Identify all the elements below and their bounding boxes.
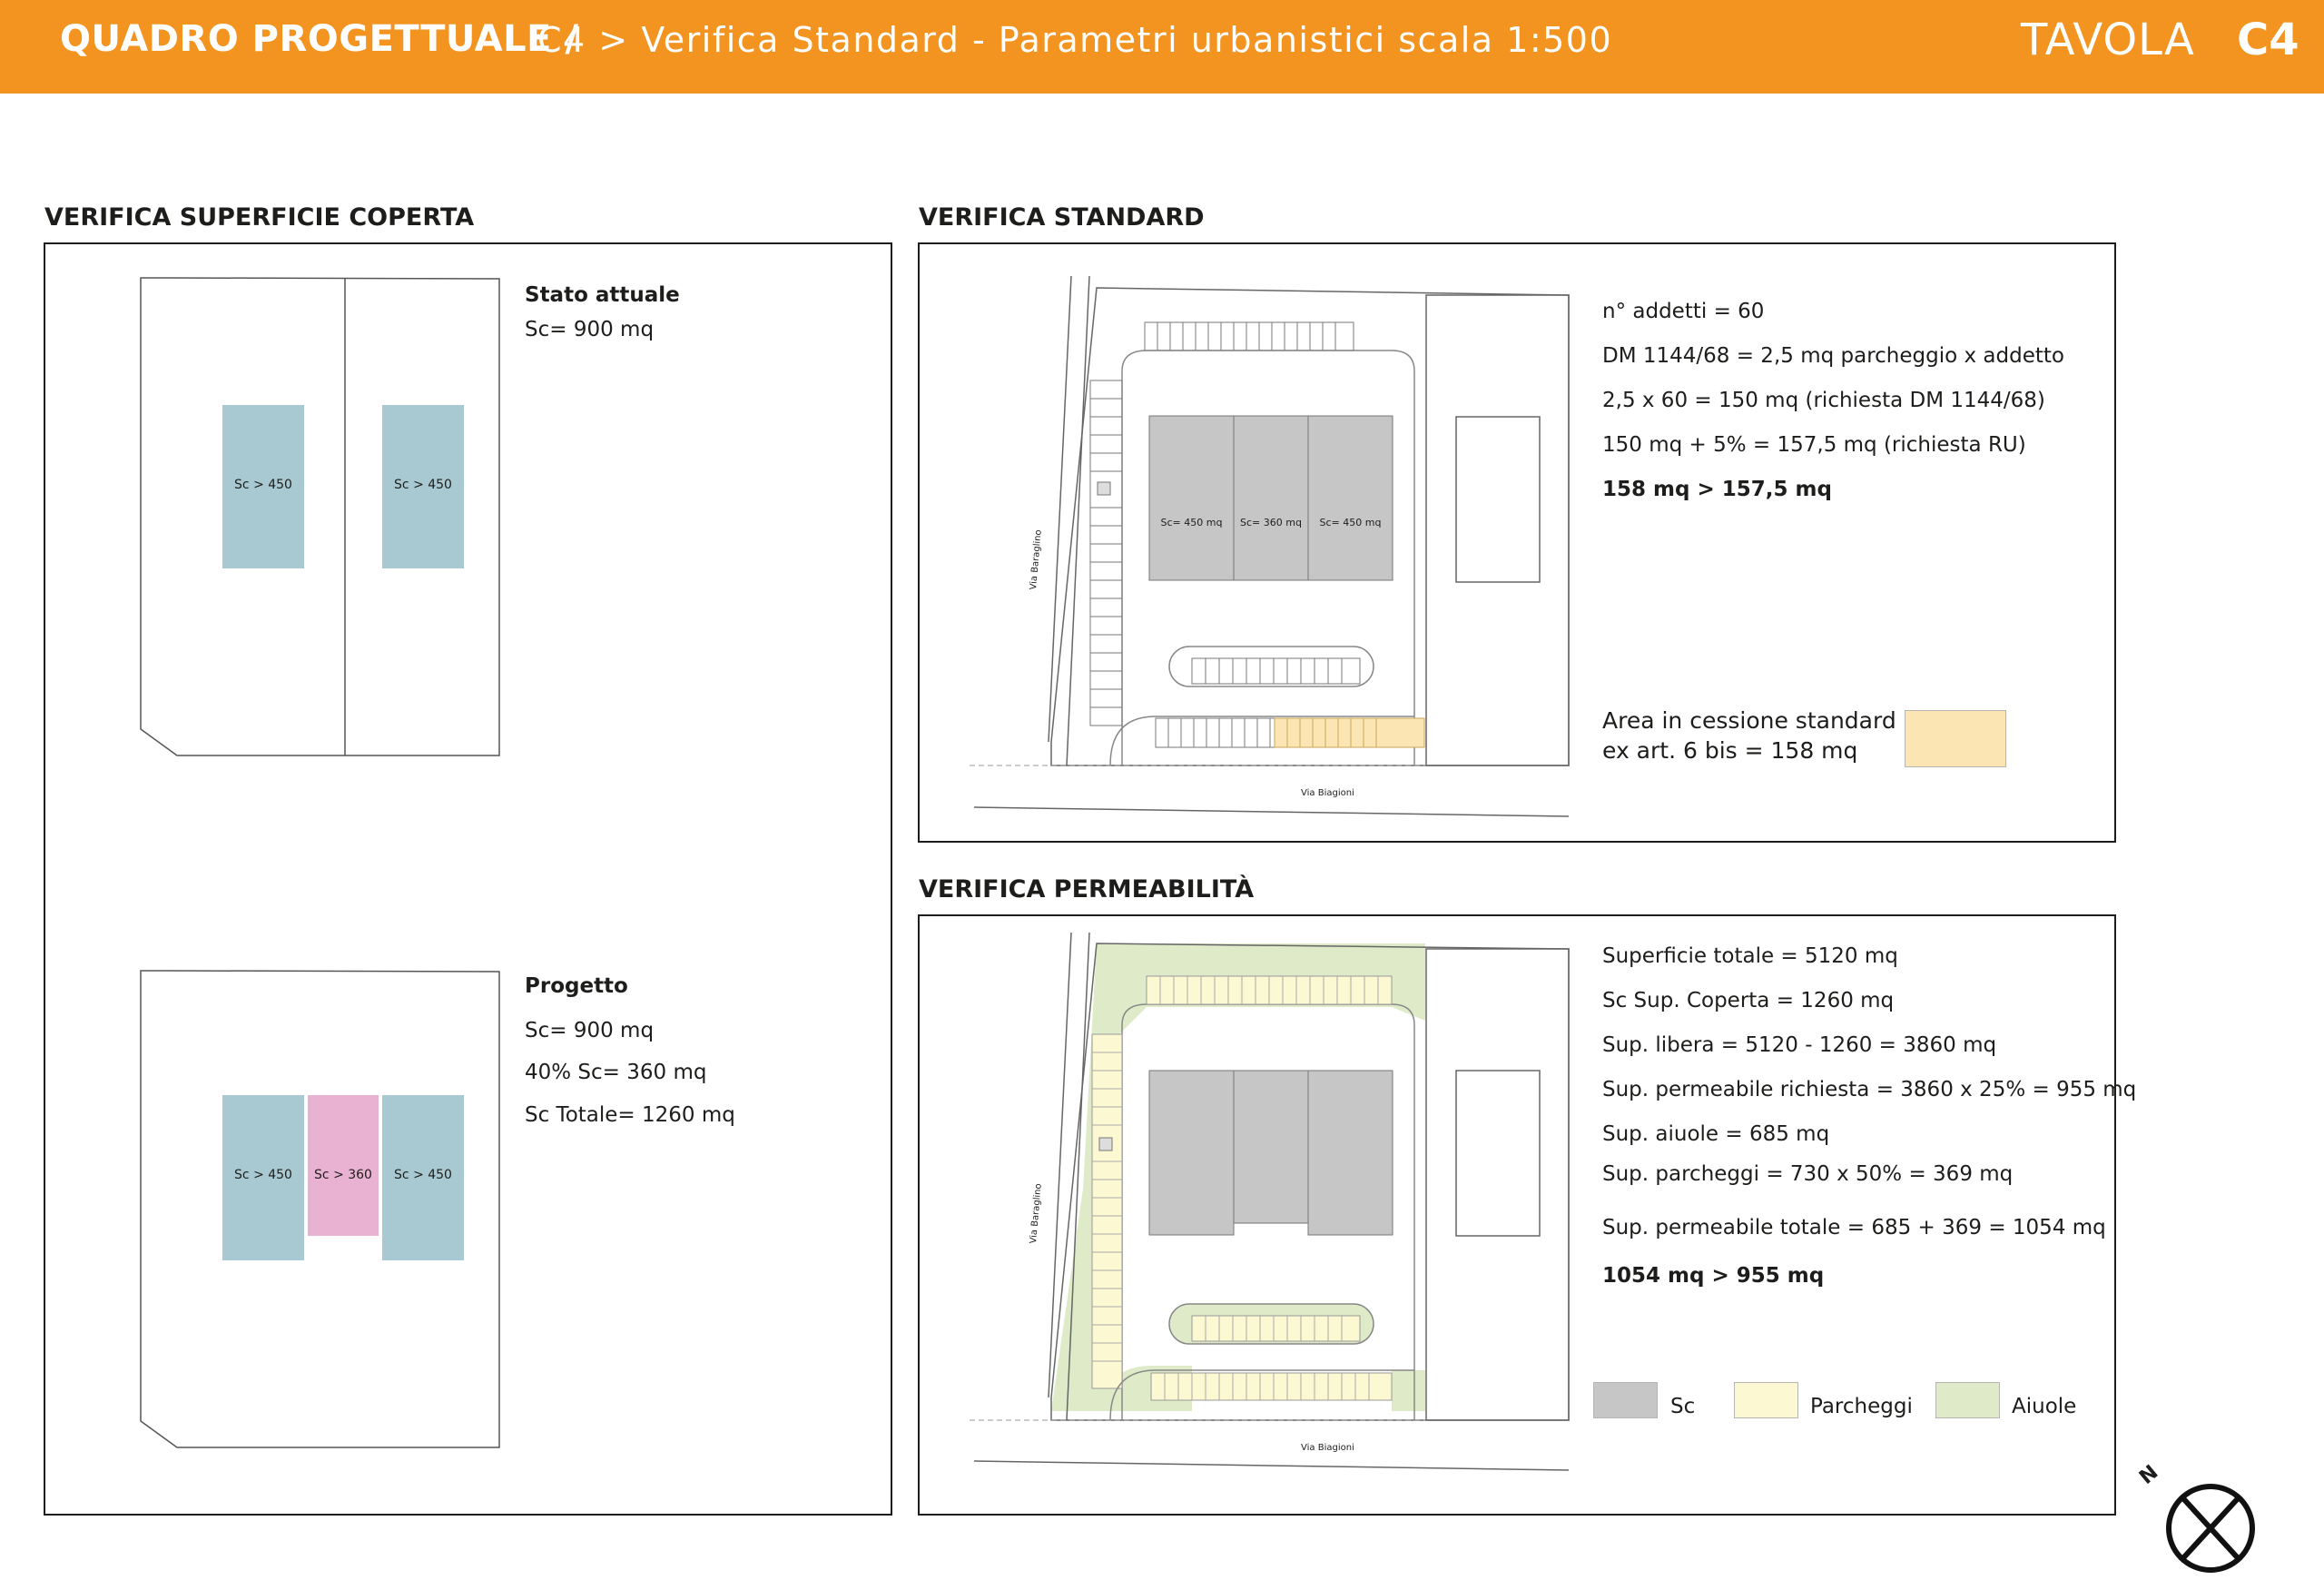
parking-island [1192, 1316, 1360, 1341]
green-area-east [1392, 1370, 1425, 1411]
building-label: Sc= 450 mq [1160, 517, 1223, 528]
progetto-line: Sc Totale= 1260 mq [525, 1103, 735, 1127]
standard-line: n° addetti = 60 [1602, 300, 1765, 323]
title-superficie-coperta: VERIFICA SUPERFICIE COPERTA [44, 203, 475, 232]
building-3 [1308, 1071, 1393, 1235]
street-west-label: Via Baraglino [1029, 1182, 1044, 1244]
block-label: Sc > 450 [394, 1168, 452, 1182]
block-label: Sc > 360 [314, 1168, 372, 1182]
header-tavola-label: TAVOLA [2021, 15, 2195, 65]
panel-superficie-coperta [44, 242, 892, 1516]
north-label: N [2135, 1461, 2163, 1489]
stato-attuale-heading: Stato attuale [525, 283, 680, 307]
permeabilita-line: Superficie totale = 5120 mq [1602, 944, 1898, 968]
building-label: Sc= 450 mq [1319, 517, 1382, 528]
building-3 [1308, 416, 1393, 580]
street-south-label: Via Biagioni [1301, 788, 1354, 798]
header-bar [0, 0, 2324, 94]
standard-line: 2,5 x 60 = 150 mq (richiesta DM 1144/68) [1602, 389, 2045, 412]
panel-permeabilita [918, 914, 2137, 1516]
permeabilita-line: Sup. parcheggi = 730 x 50% = 369 mq [1602, 1162, 2014, 1186]
standard-line: DM 1144/68 = 2,5 mq parcheggio x addetto [1602, 344, 2064, 368]
block-label: Sc > 450 [394, 478, 452, 492]
site-plan-permeabilita [920, 916, 2114, 1514]
lot-stato-attuale [141, 278, 499, 755]
legend-swatch-parcheggi [1734, 1382, 1798, 1418]
panel-standard [918, 242, 2116, 843]
site-plans-sc [45, 244, 891, 1514]
progetto-line: 40% Sc= 360 mq [525, 1061, 707, 1084]
permeabilita-line: Sup. aiuole = 685 mq [1602, 1122, 1830, 1146]
street-south-label: Via Biagioni [1301, 1443, 1354, 1453]
header-section: QUADRO PROGETTUALE / [60, 18, 579, 60]
lot-progetto [141, 971, 499, 1447]
stato-attuale-line: Sc= 900 mq [525, 318, 655, 341]
progetto-heading: Progetto [525, 974, 628, 998]
permeabilita-line: Sc Sup. Coperta = 1260 mq [1602, 989, 1895, 1012]
standard-legend-line1: Area in cessione standard [1602, 707, 1896, 734]
header-subtitle: C4 > Verifica Standard - Parametri urbanistici scala 1:500 [537, 20, 1613, 60]
standard-area-swatch [1905, 710, 2006, 767]
sc-block-new [308, 1095, 379, 1236]
header-tavola-code: C4 [2237, 15, 2299, 65]
permeabilita-line: Sup. libera = 5120 - 1260 = 3860 mq [1602, 1033, 1997, 1057]
block-label: Sc > 450 [234, 1168, 292, 1182]
standard-area [1275, 718, 1424, 747]
standard-result: 158 mq > 157,5 mq [1602, 478, 1832, 501]
permeabilita-line: Sup. permeabile richiesta = 3860 x 25% = 955 mq [1602, 1078, 2137, 1101]
building-1 [1149, 1071, 1234, 1235]
permeabilita-line: Sup. permeabile totale = 685 + 369 = 1054 mq [1602, 1216, 2106, 1239]
legend-swatch-aiuole [1935, 1382, 2000, 1418]
building-2 [1234, 1071, 1308, 1223]
title-permeabilita: VERIFICA PERMEABILITÀ [919, 875, 1255, 904]
legend-label-aiuole: Aiuole [2012, 1395, 2077, 1418]
block-label: Sc > 450 [234, 478, 292, 492]
permeabilita-result: 1054 mq > 955 mq [1602, 1264, 1825, 1288]
parking-west [1092, 1034, 1122, 1388]
legend-swatch-sc [1593, 1382, 1658, 1418]
title-standard: VERIFICA STANDARD [919, 203, 1205, 232]
building-2 [1234, 416, 1308, 580]
standard-line: 150 mq + 5% = 157,5 mq (richiesta RU) [1602, 433, 2026, 457]
building-label: Sc= 360 mq [1240, 517, 1302, 528]
street-west-label: Via Baraglino [1029, 528, 1044, 590]
progetto-line: Sc= 900 mq [525, 1019, 655, 1042]
building-1 [1149, 416, 1234, 580]
standard-legend-line2: ex art. 6 bis = 158 mq [1602, 737, 1858, 764]
legend-label-parcheggi: Parcheggi [1810, 1395, 1913, 1418]
legend-label-sc: Sc [1670, 1395, 1696, 1418]
